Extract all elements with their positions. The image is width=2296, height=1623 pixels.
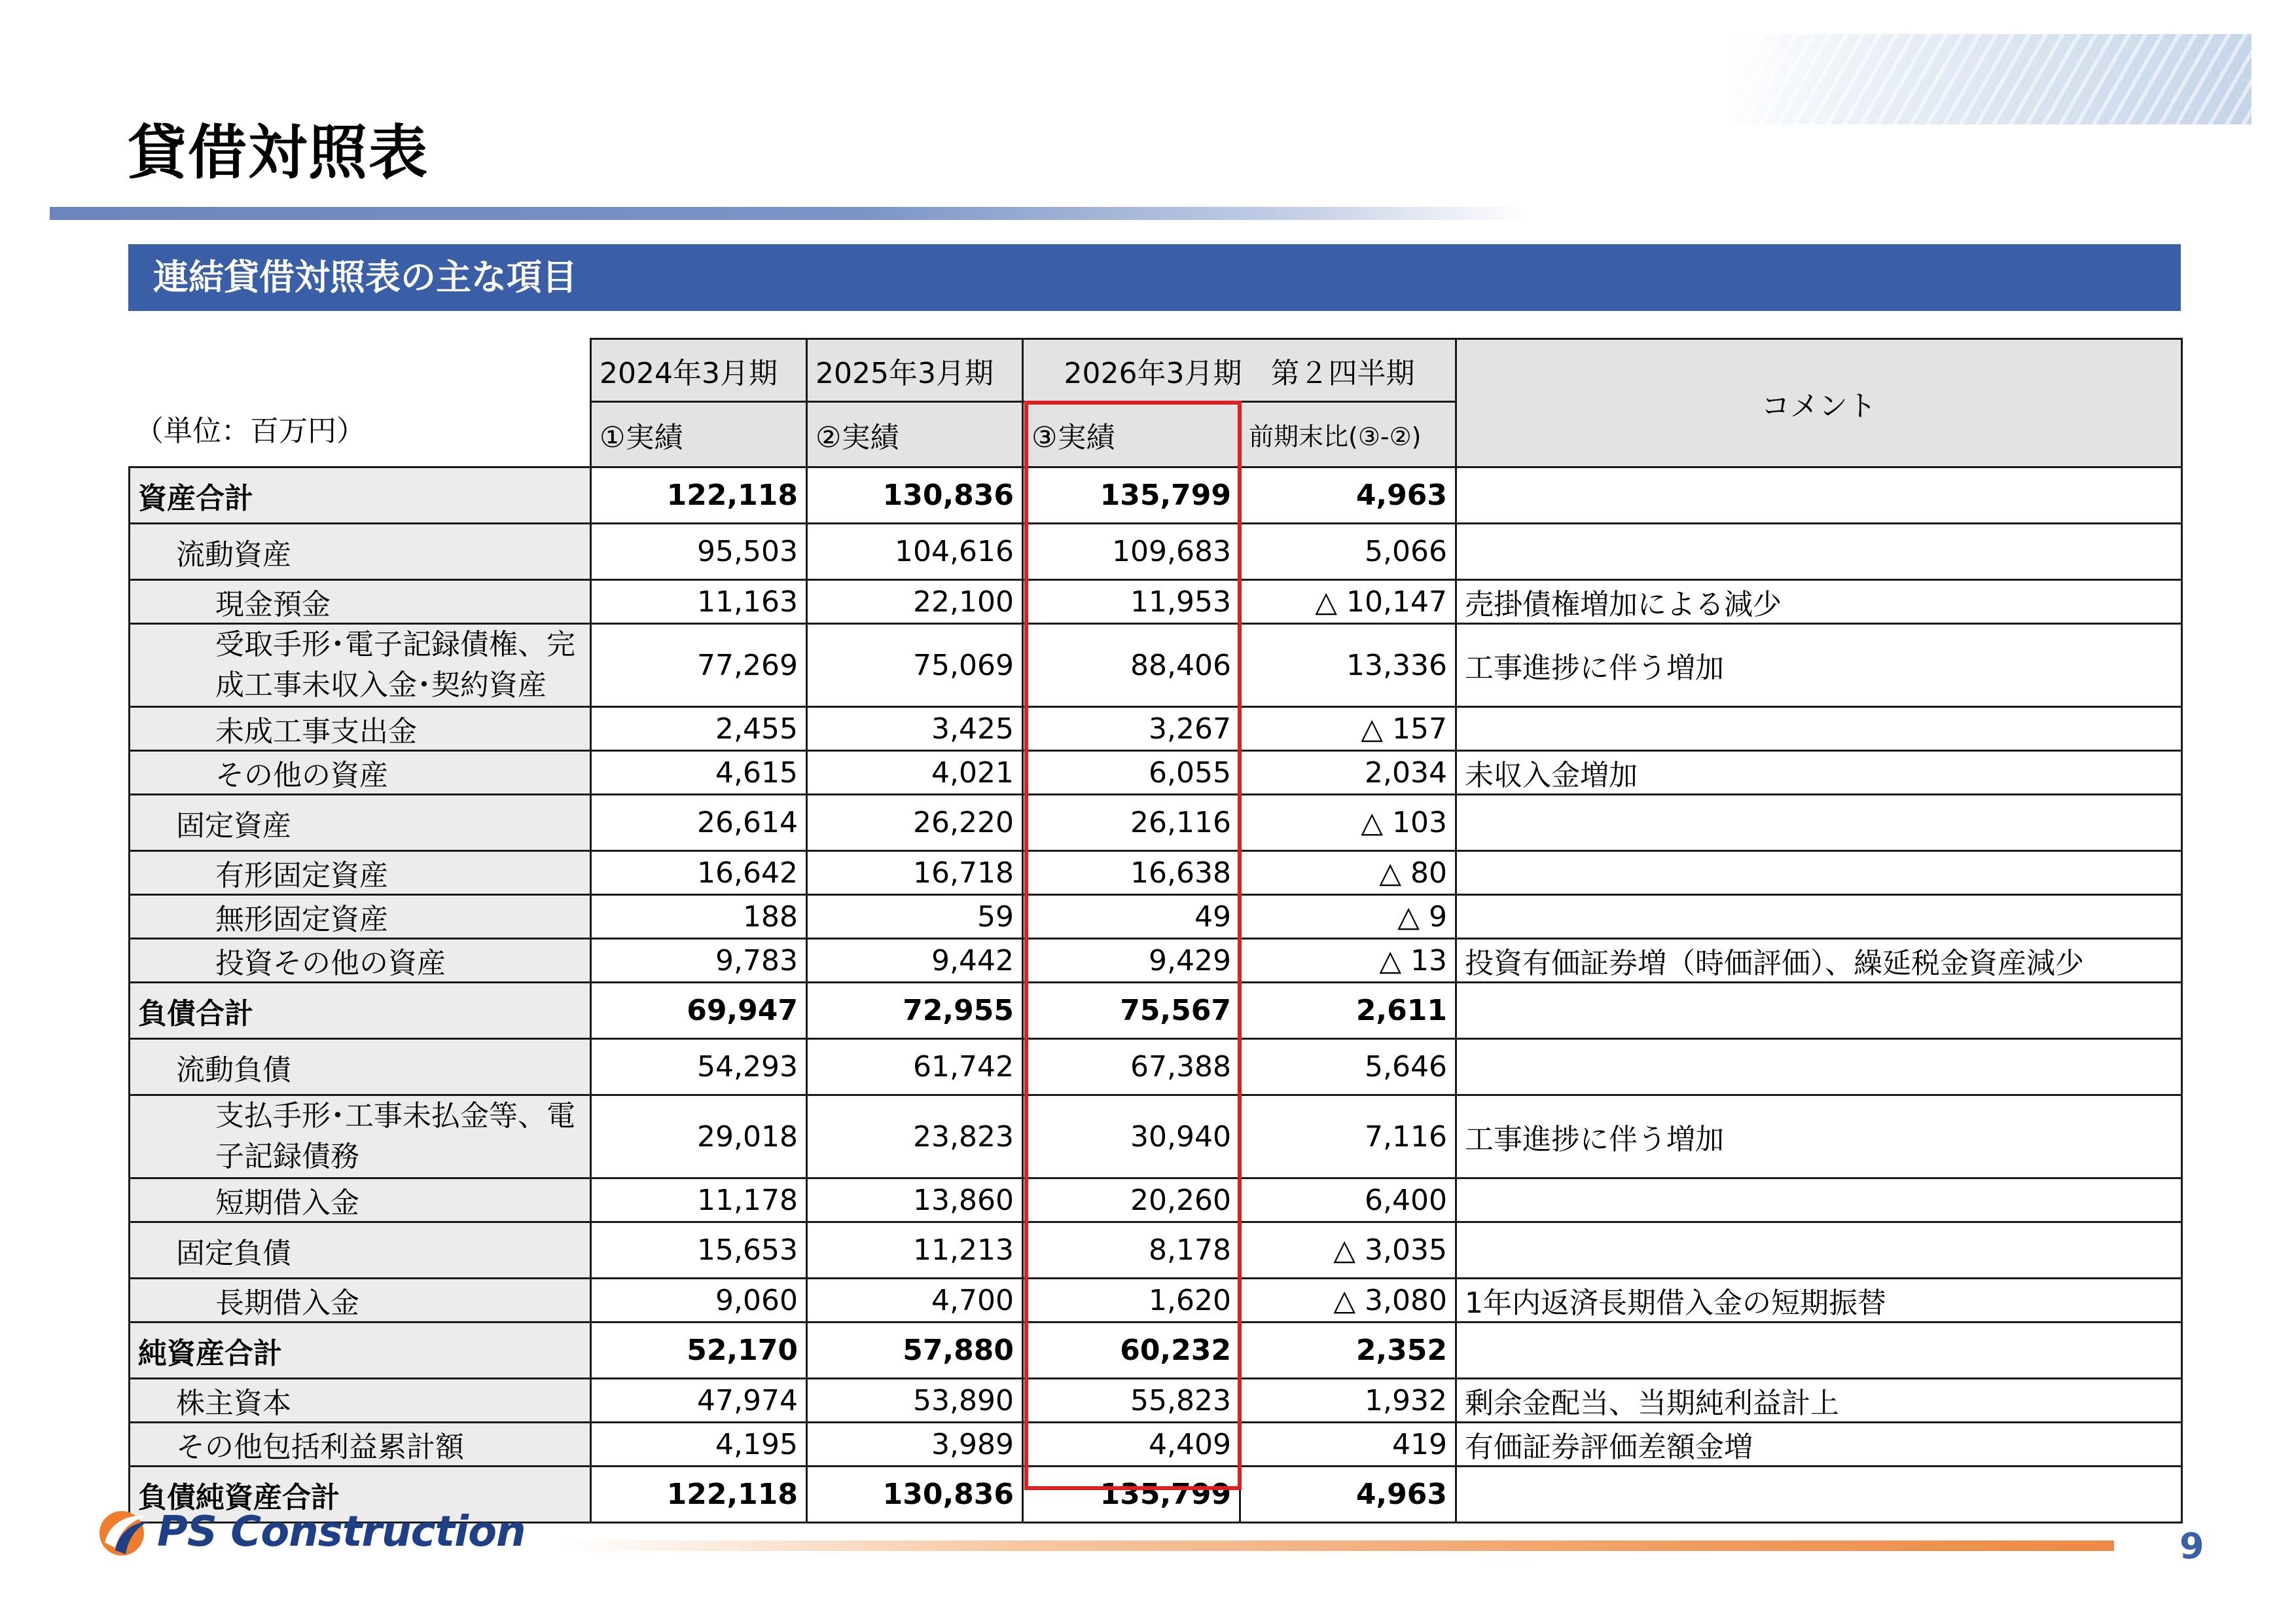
cell-diff: 4,963 [1240, 1467, 1456, 1523]
row-label: 短期借入金 [130, 1178, 591, 1222]
cell-value: 11,953 [1023, 580, 1240, 624]
cell-comment: 投資有価証券増（時価評価）、繰延税金資産減少 [1456, 939, 2182, 983]
cell-value: 4,195 [591, 1423, 807, 1467]
cell-value: 60,232 [1023, 1322, 1240, 1379]
row-label: 固定負債 [130, 1222, 591, 1279]
cell-value: 109,683 [1023, 524, 1240, 580]
table-corner [130, 339, 591, 467]
row-label: 長期借入金 [130, 1279, 591, 1322]
table-row [130, 1279, 2182, 1322]
table-row [130, 751, 2182, 795]
cell-value: 95,503 [591, 524, 807, 580]
header-actual-3: ③実績 [1023, 402, 1240, 467]
cell-comment [1456, 851, 2182, 895]
header-comment: コメント [1456, 339, 2182, 467]
cell-comment [1456, 1222, 2182, 1279]
cell-diff: △ 3,035 [1240, 1222, 1456, 1279]
cell-comment: 工事進捗に伴う増加 [1456, 1095, 2182, 1178]
cell-comment [1456, 467, 2182, 524]
cell-comment: 売掛債権増加による減少 [1456, 580, 2182, 624]
cell-value: 11,213 [807, 1222, 1023, 1279]
company-logo [96, 1506, 526, 1558]
cell-diff: 7,116 [1240, 1095, 1456, 1178]
cell-comment [1456, 895, 2182, 939]
table-row [130, 624, 2182, 707]
cell-diff: 1,932 [1240, 1379, 1456, 1423]
cell-diff: △ 103 [1240, 795, 1456, 851]
table-row [130, 1095, 2182, 1178]
row-label: 負債合計 [130, 983, 591, 1039]
cell-value: 9,442 [807, 939, 1023, 983]
cell-diff: △ 80 [1240, 851, 1456, 895]
cell-comment: 工事進捗に伴う増加 [1456, 624, 2182, 707]
cell-value: 9,060 [591, 1279, 807, 1322]
cell-diff: 4,963 [1240, 467, 1456, 524]
cell-value: 3,267 [1023, 707, 1240, 751]
cell-value: 26,220 [807, 795, 1023, 851]
row-label: 投資その他の資産 [130, 939, 591, 983]
cell-diff: 13,336 [1240, 624, 1456, 707]
cell-value: 47,974 [591, 1379, 807, 1423]
table-row [130, 1322, 2182, 1379]
table-row [130, 895, 2182, 939]
cell-value: 13,860 [807, 1178, 1023, 1222]
cell-value: 3,989 [807, 1423, 1023, 1467]
row-label: 受取手形･電子記録債権、完成工事未収入金･契約資産 [130, 624, 591, 707]
table-row [130, 1222, 2182, 1279]
row-label: 固定資産 [130, 795, 591, 851]
cell-value: 8,178 [1023, 1222, 1240, 1279]
cell-value: 22,100 [807, 580, 1023, 624]
cell-diff: 2,034 [1240, 751, 1456, 795]
balance-sheet-table [128, 338, 2183, 1523]
cell-comment [1456, 983, 2182, 1039]
table-row [130, 983, 2182, 1039]
row-label: 有形固定資産 [130, 851, 591, 895]
cell-comment: 1年内返済長期借入金の短期振替 [1456, 1279, 2182, 1322]
cell-value: 16,642 [591, 851, 807, 895]
table-row [130, 851, 2182, 895]
cell-value: 122,118 [591, 1467, 807, 1523]
cell-value: 29,018 [591, 1095, 807, 1178]
cell-value: 3,425 [807, 707, 1023, 751]
cell-diff: △ 9 [1240, 895, 1456, 939]
cell-value: 104,616 [807, 524, 1023, 580]
page-title: 貸借対照表 [128, 119, 429, 187]
cell-value: 188 [591, 895, 807, 939]
cell-value: 135,799 [1023, 1467, 1240, 1523]
cell-value: 54,293 [591, 1039, 807, 1095]
row-label: 資産合計 [130, 467, 591, 524]
table-row [130, 467, 2182, 524]
cell-value: 75,567 [1023, 983, 1240, 1039]
cell-value: 15,653 [591, 1222, 807, 1279]
cell-diff: 6,400 [1240, 1178, 1456, 1222]
cell-value: 9,429 [1023, 939, 1240, 983]
cell-value: 55,823 [1023, 1379, 1240, 1423]
header-fy2025: 2025年3月期 [807, 339, 1023, 402]
header-diff: 前期末比(③-②) [1240, 402, 1456, 467]
cell-value: 49 [1023, 895, 1240, 939]
table-row [130, 524, 2182, 580]
unit-label: （単位：百万円） [135, 414, 365, 448]
cell-diff: △ 3,080 [1240, 1279, 1456, 1322]
logo-mark-icon [96, 1504, 151, 1559]
cell-value: 9,783 [591, 939, 807, 983]
cell-value: 4,021 [807, 751, 1023, 795]
row-label: 流動負債 [130, 1039, 591, 1095]
cell-comment: 有価証券評価差額金増 [1456, 1423, 2182, 1467]
row-label: 未成工事支出金 [130, 707, 591, 751]
cell-value: 75,069 [807, 624, 1023, 707]
cell-value: 77,269 [591, 624, 807, 707]
cell-comment [1456, 1467, 2182, 1523]
table-row [130, 939, 2182, 983]
cell-value: 23,823 [807, 1095, 1023, 1178]
cell-diff: 5,646 [1240, 1039, 1456, 1095]
cell-value: 11,178 [591, 1178, 807, 1222]
cell-diff: 5,066 [1240, 524, 1456, 580]
cell-value: 67,388 [1023, 1039, 1240, 1095]
row-label: 支払手形･工事未払金等、電子記録債務 [130, 1095, 591, 1178]
row-label: その他包括利益累計額 [130, 1423, 591, 1467]
page-number: 9 [2179, 1525, 2204, 1567]
cell-value: 122,118 [591, 467, 807, 524]
cell-value: 61,742 [807, 1039, 1023, 1095]
table-row [130, 1178, 2182, 1222]
header-actual-1: ①実績 [591, 402, 807, 467]
cell-value: 57,880 [807, 1322, 1023, 1379]
cell-comment [1456, 1178, 2182, 1222]
cell-value: 52,170 [591, 1322, 807, 1379]
cell-value: 2,455 [591, 707, 807, 751]
cell-value: 4,700 [807, 1279, 1023, 1322]
cell-value: 69,947 [591, 983, 807, 1039]
row-label: 純資産合計 [130, 1322, 591, 1379]
cell-diff: 419 [1240, 1423, 1456, 1467]
cell-value: 26,614 [591, 795, 807, 851]
row-label: 株主資本 [130, 1379, 591, 1423]
cell-value: 88,406 [1023, 624, 1240, 707]
cell-comment [1456, 795, 2182, 851]
cell-value: 6,055 [1023, 751, 1240, 795]
cell-diff: △ 13 [1240, 939, 1456, 983]
header-fy2026-q2: 2026年3月期 第２四半期 [1023, 339, 1456, 402]
cell-comment [1456, 1039, 2182, 1095]
cell-value: 30,940 [1023, 1095, 1240, 1178]
cell-diff: 2,611 [1240, 983, 1456, 1039]
footer-rule [556, 1541, 2114, 1551]
row-label: その他の資産 [130, 751, 591, 795]
row-label: 現金預金 [130, 580, 591, 624]
corner-decoration [1728, 34, 2251, 124]
cell-value: 130,836 [807, 467, 1023, 524]
cell-value: 26,116 [1023, 795, 1240, 851]
table-row [130, 795, 2182, 851]
row-label: 流動資産 [130, 524, 591, 580]
cell-value: 130,836 [807, 1467, 1023, 1523]
cell-value: 11,163 [591, 580, 807, 624]
table-row [130, 1039, 2182, 1095]
cell-value: 53,890 [807, 1379, 1023, 1423]
table-row [130, 707, 2182, 751]
cell-value: 135,799 [1023, 467, 1240, 524]
cell-diff: △ 157 [1240, 707, 1456, 751]
title-underline [50, 207, 1529, 220]
cell-comment: 未収入金増加 [1456, 751, 2182, 795]
cell-value: 72,955 [807, 983, 1023, 1039]
cell-value: 16,638 [1023, 851, 1240, 895]
cell-comment [1456, 524, 2182, 580]
cell-value: 4,409 [1023, 1423, 1240, 1467]
header-fy2024: 2024年3月期 [591, 339, 807, 402]
table-row [130, 1379, 2182, 1423]
header-actual-2: ②実績 [807, 402, 1023, 467]
cell-value: 1,620 [1023, 1279, 1240, 1322]
cell-diff: 2,352 [1240, 1322, 1456, 1379]
cell-value: 16,718 [807, 851, 1023, 895]
cell-diff: △ 10,147 [1240, 580, 1456, 624]
cell-value: 59 [807, 895, 1023, 939]
section-header: 連結貸借対照表の主な項目 [128, 244, 2181, 311]
cell-value: 4,615 [591, 751, 807, 795]
table-row [130, 580, 2182, 624]
cell-comment [1456, 1322, 2182, 1379]
table-row [130, 1423, 2182, 1467]
cell-comment [1456, 707, 2182, 751]
cell-comment: 剰余金配当、当期純利益計上 [1456, 1379, 2182, 1423]
cell-value: 20,260 [1023, 1178, 1240, 1222]
row-label: 負債純資産合計 [130, 1467, 591, 1523]
row-label: 無形固定資産 [130, 895, 591, 939]
logo-text: PS Construction [157, 1508, 526, 1556]
